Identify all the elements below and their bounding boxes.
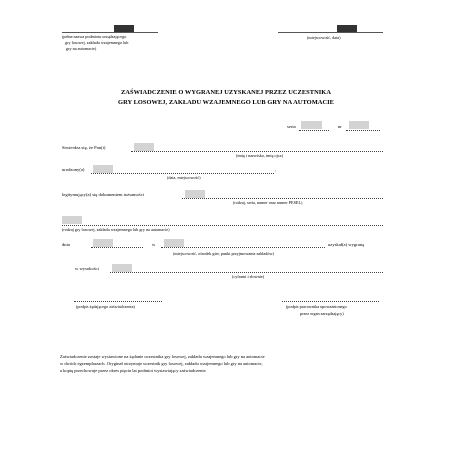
right-signature-caption-2: przez organ zarządzający) (300, 311, 344, 316)
left-signature-caption: (podpis żądającego zaświadczenia) (76, 304, 135, 309)
redacted-stamp-block (114, 25, 134, 32)
born-field[interactable] (93, 165, 113, 173)
place-line (161, 247, 325, 248)
place-field[interactable] (164, 239, 184, 247)
place-caption: (miejscowość, ośrodek gier, punkt przyjmowania zakładów) (173, 251, 274, 256)
game-type-line (62, 225, 383, 226)
day-line (91, 247, 143, 248)
day-field[interactable] (93, 239, 113, 247)
document-title-line-1: ZAŚWIADCZENIE O WYGRANEJ UZYSKANEJ PRZEZ UCZESTNIKA (121, 89, 331, 96)
number-field[interactable] (349, 121, 369, 129)
right-signature-line (282, 301, 379, 302)
certify-label: Stwierdza się, że Pan(i) (62, 145, 106, 150)
born-line (91, 173, 274, 174)
id-caption: (rodzaj, seria, numer oraz numer PESEL) (233, 200, 303, 205)
number-line (346, 130, 380, 131)
series-field[interactable] (301, 121, 322, 129)
born-comma: , (275, 167, 277, 172)
issuer-caption-3: gry na automacie) (66, 46, 97, 51)
id-line (182, 198, 383, 199)
issuer-caption-1: (pełna nazwa podmiotu urządzającego (62, 34, 127, 39)
game-type-caption: (rodzaj gry losowej, zakładu wzajemnego lub gry na automacie) (62, 227, 170, 232)
date-caption: (miejscowość, data) (307, 35, 341, 40)
id-label: legitymujący(a) się dokumentem tożsamości (62, 192, 145, 197)
in-label: w (152, 242, 156, 247)
won-label: uzyskał(a) wygraną (328, 242, 365, 247)
footer-line-1: Zaświadczenie zostaje wystawione na żądanie uczestnika gry losowej, zakładu wzajemnego lub gry na automacie (60, 354, 265, 359)
name-line (131, 151, 383, 152)
amount-label: w wysokości (75, 266, 99, 271)
redacted-date-block (337, 25, 357, 32)
id-field[interactable] (185, 190, 205, 198)
document-title-line-2: GRY LOSOWEJ, ZAKŁADU WZAJEMNEGO LUB GRY NA AUTOMACIE (118, 99, 334, 106)
series-label: seria (287, 124, 296, 129)
left-signature-line (74, 301, 162, 302)
footer-line-3: a kopię przechowuje przez okres pięciu lat podmiot wystawiający zaświadczenie. (60, 368, 207, 373)
date-line (278, 32, 383, 33)
name-caption: (imię i nazwisko, imię ojca) (236, 153, 283, 158)
amount-line (110, 272, 383, 273)
game-type-field[interactable] (62, 216, 82, 224)
issuer-caption-2: gry losowej, zakładu wzajemnego lub (65, 40, 129, 45)
amount-caption: (cyframi i słownie) (232, 274, 265, 279)
footer-line-2: w dwóch egzemplarzach. Oryginał otrzymuje uczestnik gry losowej, zakładu wzajemnego lub gry na automacie, (60, 361, 263, 366)
amount-field[interactable] (112, 264, 132, 272)
name-field[interactable] (134, 143, 154, 151)
issuer-line (62, 32, 158, 33)
day-label: dnia (62, 242, 70, 247)
right-signature-caption-1: (podpis pracownika upoważnionego (286, 304, 347, 309)
series-line (299, 130, 329, 131)
born-label: urodzony(a) (62, 167, 85, 172)
born-caption: (data, miejscowość) (167, 175, 201, 180)
number-label: nr (338, 124, 342, 129)
